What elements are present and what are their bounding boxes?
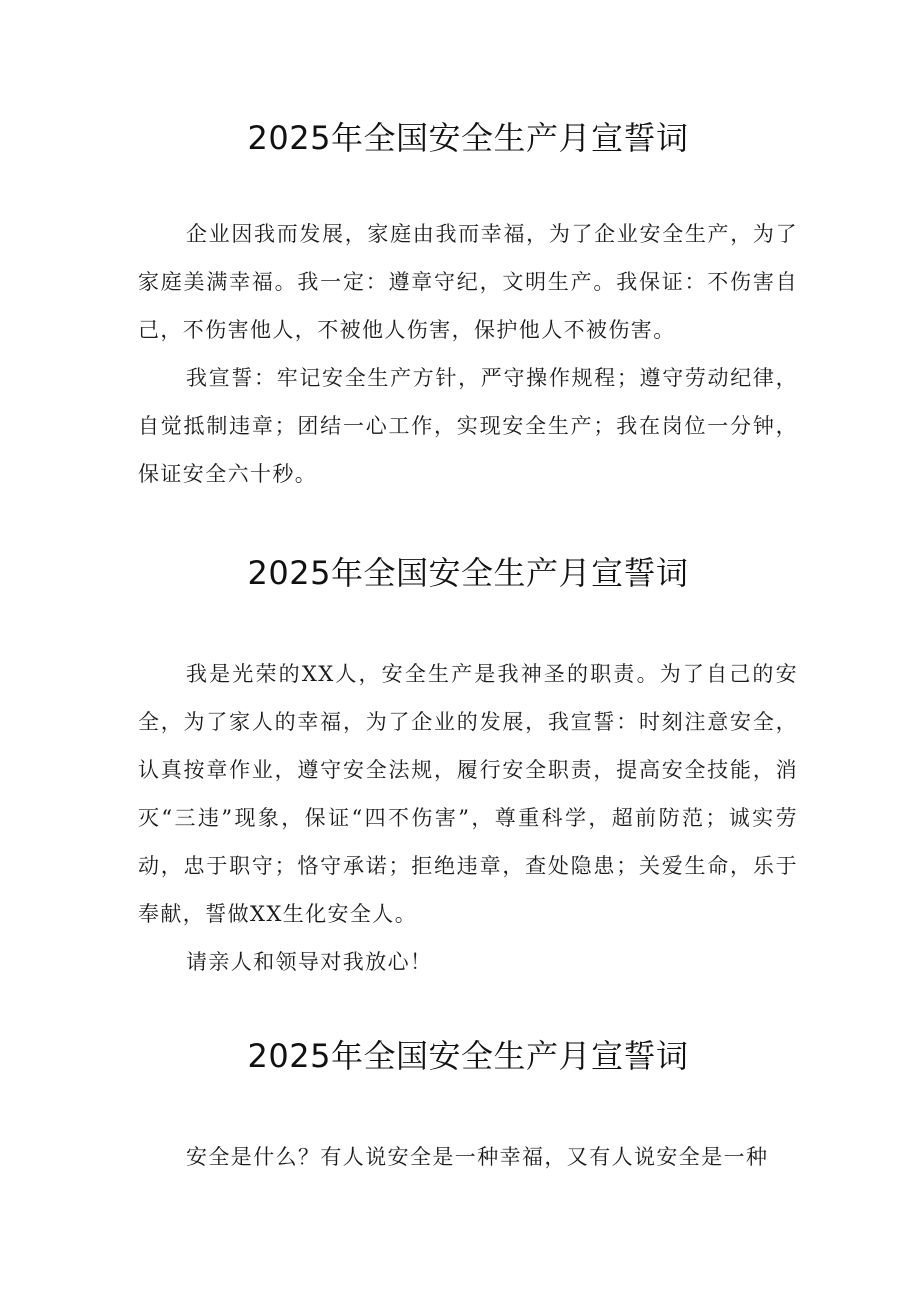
- section-body: [138, 210, 798, 498]
- section-title: 2025年全国安全生产月宣誓词: [247, 554, 689, 592]
- section-title: 2025年全国安全生产月宣誓词: [247, 1037, 689, 1075]
- pledge-section-3: [138, 1036, 798, 1181]
- paragraph: 安全是什么？有人说安全是一种幸福，又有人说安全是一种: [186, 1145, 769, 1169]
- paragraph: 请亲人和领导对我放心！: [186, 950, 433, 974]
- pledge-section-2: [138, 553, 798, 986]
- pledge-section-1: [138, 118, 798, 498]
- section-body: [138, 1133, 798, 1181]
- paragraph: 我是光荣的XX人，安全生产是我神圣的职责。为了自己的安全，为了家人的幸福，为了企业的发展，我宣誓：时刻注意安全，认真按章作业，遵守安全法规，履行安全职责，提高安全技能，消灭“三违”现象，保证“四不伤害”，尊重科学，超前防范；诚实劳动，忠于职守；恪守承诺；拒绝违章，查处隐患；关爱生命，乐于奉献，誓做XX生化安全人。: [138, 662, 798, 926]
- section-title: 2025年全国安全生产月宣誓词: [247, 119, 689, 157]
- section-body: [138, 650, 798, 986]
- paragraph: 我宣誓：牢记安全生产方针，严守操作规程；遵守劳动纪律，自觉抵制违章；团结一心工作，实现安全生产；我在岗位一分钟，保证安全六十秒。: [138, 366, 798, 486]
- paragraph: 企业因我而发展，家庭由我而幸福，为了企业安全生产，为了家庭美满幸福。我一定：遵章守纪，文明生产。我保证：不伤害自己，不伤害他人，不被他人伤害，保护他人不被伤害。: [138, 222, 798, 342]
